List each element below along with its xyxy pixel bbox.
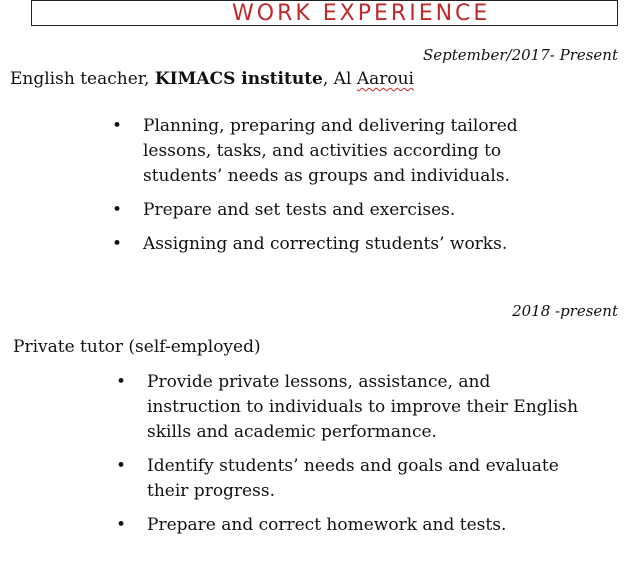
job-location: Aaroui — [356, 69, 414, 89]
list-item: • Provide private lessons, assistance, and instruction to individuals to improve their English skills and academic performance. — [116, 372, 579, 442]
job-dates: 2018 -present — [512, 302, 618, 320]
job-title-line — [10, 69, 414, 89]
bullet-icon: • — [116, 456, 127, 476]
bullet-icon: • — [112, 200, 123, 220]
job-duties-list — [116, 370, 586, 547]
job-organization: KIMACS institute — [154, 69, 323, 89]
list-item: • Prepare and correct homework and tests. — [116, 513, 586, 538]
list-item: • Identify students’ needs and goals and evaluate their progress. — [116, 456, 559, 501]
job-duties-list — [112, 114, 542, 266]
bullet-icon: • — [116, 372, 127, 392]
section-heading-box — [31, 0, 618, 26]
job-dates: September/2017- Present — [423, 46, 618, 64]
bullet-icon: • — [116, 515, 127, 535]
section-heading: WORK EXPERIENCE — [232, 1, 491, 26]
job-location-prefix: , Al — [322, 69, 357, 89]
bullet-icon: • — [112, 116, 123, 136]
list-item: • Planning, preparing and delivering tailored lessons, tasks, and activities according to students’ needs as groups and individuals. — [112, 116, 518, 186]
job-title: English teacher, — [10, 69, 150, 89]
job-title: Private tutor (self-employed) — [13, 337, 261, 357]
list-item: • Prepare and set tests and exercises. — [112, 198, 542, 223]
list-item: • Assigning and correcting students’ works. — [112, 232, 542, 257]
job-title-line — [13, 337, 261, 357]
bullet-icon: • — [112, 234, 123, 254]
